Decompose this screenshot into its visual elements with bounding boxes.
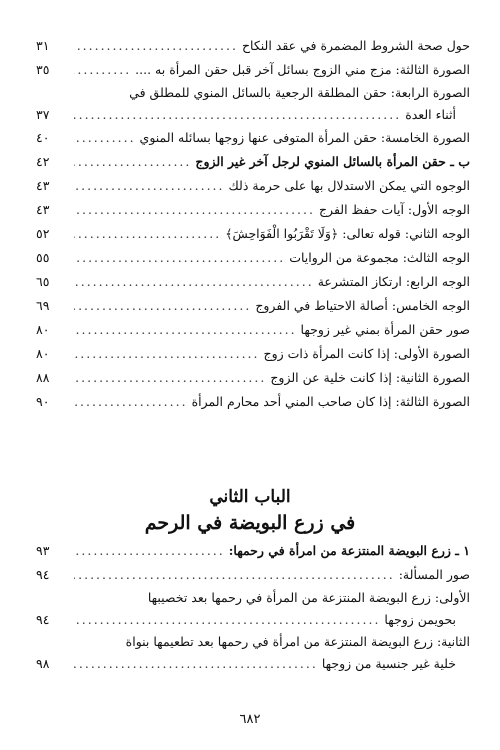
leader-dots (74, 318, 297, 342)
toc-entry-title: ب ـ حقن المرأة بالسائل المنوي لرجل آخر غير الزوج (195, 154, 470, 169)
toc-entry-page: ٤٣ (36, 202, 50, 217)
toc-list-bottom (36, 539, 470, 675)
toc-entry (36, 342, 470, 366)
toc-entry-page: ٣٧ (36, 107, 50, 122)
toc-entry-title: الصورة الأولى: إذا كانت المرأة ذات زوج (263, 346, 470, 361)
leader-dots (74, 126, 136, 150)
leader-dots (74, 34, 238, 58)
leader-dots (74, 198, 315, 222)
leader-dots (74, 104, 401, 126)
toc-entry (36, 563, 470, 587)
toc-entry-page: ٥٢ (36, 226, 50, 241)
toc-entry (36, 126, 470, 150)
toc-entry-page: ٦٥ (36, 274, 50, 289)
toc-entry (36, 246, 470, 270)
leader-dots (74, 270, 314, 294)
leader-dots (74, 563, 395, 587)
toc-entry-title: الصورة الخامسة: حقن المرأة المتوفى عنها زوجها بسائله المنوي (139, 130, 470, 145)
toc-entry-page: ٩٣ (36, 543, 50, 558)
toc-entry (36, 150, 470, 174)
toc-entry-title: صور المسألة: (398, 567, 470, 582)
toc-entry-title: حول صحة الشروط المضمرة في عقد النكاح (241, 38, 470, 53)
toc-entry (36, 222, 470, 246)
toc-entry (36, 539, 470, 563)
toc-entry-title-continued: أثناء العدة (405, 107, 456, 122)
toc-entry (36, 294, 470, 318)
leader-dots (74, 390, 188, 414)
toc-entry-page: ٥٥ (36, 250, 50, 265)
toc-entry (36, 631, 470, 675)
toc-entry-page: ٣٥ (36, 62, 50, 77)
toc-entry-page: ٨٨ (36, 370, 50, 385)
toc-entry-page: ٩٤ (36, 612, 50, 627)
leader-dots (74, 609, 380, 631)
toc-entry-title: الصورة الثالثة: مزج مني الزوج بسائل آخر قبل حقن المرأة به .... (135, 62, 470, 77)
leader-dots (74, 58, 131, 82)
toc-entry-page: ٩٤ (36, 567, 50, 582)
toc-entry-title: الوجه الأول: آيات حفظ الفرج (318, 202, 470, 217)
toc-entry-title: صور حقن المرأة بمني غير زوجها (300, 322, 470, 337)
toc-entry (36, 318, 470, 342)
toc-entry (36, 270, 470, 294)
toc-entry-page: ٤٢ (36, 154, 50, 169)
toc-entry (36, 198, 470, 222)
toc-entry-page: ٨٠ (36, 322, 50, 337)
toc-entry (36, 82, 470, 126)
leader-dots (74, 539, 225, 563)
toc-entry-title: الوجه الرابع: ارتكاز المتشرعة (317, 274, 470, 289)
toc-entry-title: الصورة الثالثة: إذا كان صاحب المني أحد محارم المرأة (191, 394, 470, 409)
toc-entry-title: ١ ـ زرع البويضة المنتزعة من امرأة في رحمها: (228, 543, 470, 558)
chapter-title: الباب الثاني (209, 487, 291, 507)
toc-entry-title: الثانية: زرع البويضة المنتزعة من امرأة في رحمها بعد تطعيمها بنواة (125, 634, 470, 649)
leader-dots (74, 653, 318, 675)
leader-dots (74, 246, 285, 270)
toc-entry-page: ٣١ (36, 38, 50, 53)
toc-entry (36, 587, 470, 631)
leader-dots (74, 366, 266, 390)
toc-entry-page: ٨٠ (36, 346, 50, 361)
toc-entry-title: الصورة الثانية: إذا كانت خلية عن الزوج (270, 370, 470, 385)
toc-entry (36, 174, 470, 198)
leader-dots (74, 174, 225, 198)
toc-entry (36, 390, 470, 414)
leader-dots (74, 342, 260, 366)
toc-entry-title: الوجه الثاني: قوله تعالى: ﴿وَلَا تَقْرَبُوا الْفَوَاحِشَ﴾ (225, 226, 470, 241)
toc-entry-title: الوجه الثالث: مجموعة من الروايات (289, 250, 470, 265)
toc-entry-title: الوجوه التي يمكن الاستدلال بها على حرمة ذلك (228, 178, 470, 193)
toc-entry-title: الأولى: زرع البويضة المنتزعة من المرأة في رحمها بعد تخصيبها (147, 590, 470, 605)
toc-entry-title: الوجه الخامس: أصالة الاحتياط في الفروج (255, 298, 470, 313)
leader-dots (74, 294, 251, 318)
page-number: ٦٨٢ (239, 712, 261, 727)
toc-entry-page: ٩٨ (36, 656, 50, 671)
chapter-subtitle: في زرع البويضة في الرحم (144, 512, 356, 534)
toc-entry-page: ٩٠ (36, 394, 50, 409)
toc-entry-page: ٤٠ (36, 130, 50, 145)
toc-entry-title: الصورة الرابعة: حقن المطلقة الرجعية بالسائل المنوي للمطلق في (129, 85, 470, 100)
toc-entry-page: ٦٩ (36, 298, 50, 313)
leader-dots (74, 222, 221, 246)
toc-entry-title-continued: بحويمن زوجها (384, 612, 456, 627)
leader-dots (74, 150, 191, 174)
toc-entry (36, 366, 470, 390)
toc-list-top (36, 34, 470, 414)
toc-entry (36, 34, 470, 58)
toc-entry (36, 58, 470, 82)
toc-entry-title-continued: خلية غير جنسية من زوجها (321, 656, 456, 671)
toc-entry-page: ٤٣ (36, 178, 50, 193)
